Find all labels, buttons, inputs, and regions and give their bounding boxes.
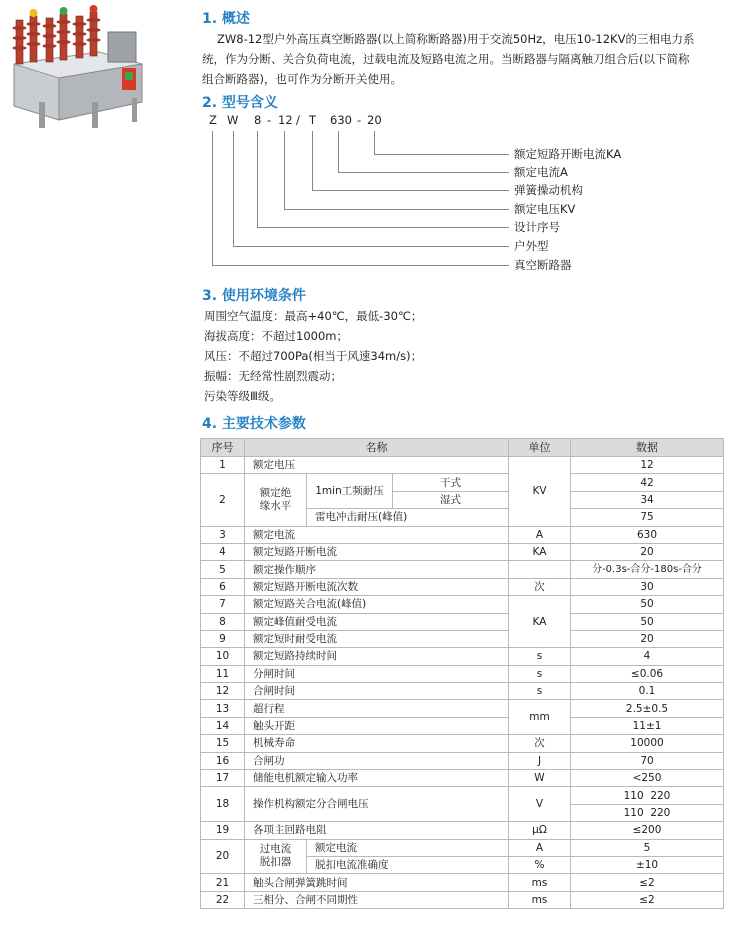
cell-value: 42 (571, 474, 724, 491)
cell-no: 10 (201, 648, 245, 665)
env-vibration: 振幅：无经常性剧烈震动； (204, 369, 342, 383)
cell-no: 14 (201, 717, 245, 734)
cell-name: 额定短路开断电流次数 (245, 578, 509, 595)
cell-value: ≤0.06 (571, 665, 724, 682)
env-wind: 风压：不超过700Pa(相当于风速34m/s)； (204, 349, 423, 363)
cell-value: ≤2 (571, 874, 724, 891)
cell-name: 操作机构额定分合闸电压 (245, 787, 509, 822)
cell-name: 合闸时间 (245, 683, 509, 700)
cell-unit: J (509, 752, 571, 769)
code-630: 630 (330, 113, 352, 127)
table-row (201, 630, 724, 647)
cell-value: 30 (571, 578, 724, 595)
cell-no: 13 (201, 700, 245, 717)
table-row (201, 665, 724, 682)
cell-no: 17 (201, 770, 245, 787)
table-header-row (201, 439, 724, 457)
cell-name: 分闸时间 (245, 665, 509, 682)
cell-name: 额定操作顺序 (245, 561, 509, 578)
cell-no: 3 (201, 526, 245, 543)
cell-name: 额定电流 (245, 526, 509, 543)
cell-subname: 干式 (393, 474, 509, 491)
meaning-outdoor: 户外型 (514, 239, 549, 253)
table-row (201, 474, 724, 491)
cell-no: 4 (201, 543, 245, 560)
table-row (201, 561, 724, 578)
table-row (201, 735, 724, 752)
cell-name: 触头合闸弹簧跳时间 (245, 874, 509, 891)
cell-no: 8 (201, 613, 245, 630)
cell-value: 分-0.3s-合分-180s-合分 (571, 561, 724, 578)
cell-value: 630 (571, 526, 724, 543)
header-data: 数据 (571, 439, 724, 457)
section-4-title: 4. 主要技术参数 (202, 416, 306, 432)
table-row (201, 770, 724, 787)
cell-name: 机械寿命 (245, 735, 509, 752)
cell-value: ≤200 (571, 822, 724, 839)
meaning-rated-current: 额定电流A (514, 165, 568, 179)
code-8: 8 (254, 113, 262, 127)
cell-value: <250 (571, 770, 724, 787)
cell-name: 额定短时耐受电流 (245, 630, 509, 647)
cell-no: 21 (201, 874, 245, 891)
table-row (201, 543, 724, 560)
cell-no: 18 (201, 787, 245, 822)
code-12: 12 (278, 113, 293, 127)
code-slash: / (296, 113, 300, 127)
cell-no: 1 (201, 457, 245, 474)
code-dash-1: - (267, 113, 272, 127)
cell-value: 70 (571, 752, 724, 769)
cell-unit: KA (509, 596, 571, 648)
overview-line-3: 组合断路器)，也可作为分断开关使用。 (202, 72, 402, 86)
cell-value: 50 (571, 596, 724, 613)
cell-subname: 1min工频耐压 (307, 474, 393, 509)
cell-unit: s (509, 683, 571, 700)
header-unit: 单位 (509, 439, 571, 457)
code-dash-2: - (357, 113, 362, 127)
cell-name: 各项主回路电阻 (245, 822, 509, 839)
cell-subname: 额定电流 (307, 839, 509, 856)
cell-name: 储能电机额定输入功率 (245, 770, 509, 787)
overview-line-2: 统，作为分断、关合负荷电流，过载电流及短路电流之用。当断路器与隔离触刀组合后(以下简称 (202, 52, 690, 66)
cell-name: 额定绝缘水平 (245, 474, 307, 526)
cell-unit: % (509, 856, 571, 873)
table-row (201, 578, 724, 595)
section-3-title: 3. 使用环境条件 (202, 288, 306, 304)
cell-unit: KV (509, 457, 571, 527)
header-no: 序号 (201, 439, 245, 457)
cell-unit: W (509, 770, 571, 787)
cell-name: 三相分、合闸不同期性 (245, 891, 509, 908)
cell-unit (509, 561, 571, 578)
cell-no: 2 (201, 474, 245, 526)
cell-value: 12 (571, 457, 724, 474)
cell-name: 额定电压 (245, 457, 509, 474)
table-row (201, 874, 724, 891)
table-row (201, 700, 724, 717)
env-altitude: 海拔高度：不超过1000m； (204, 329, 348, 343)
meaning-spring-mechanism: 弹簧操动机构 (514, 183, 583, 197)
cell-value: 110 220 (571, 787, 724, 804)
cell-name: 超行程 (245, 700, 509, 717)
cell-subname: 雷电冲击耐压(峰值) (307, 509, 509, 526)
table-row (201, 596, 724, 613)
table-row (201, 613, 724, 630)
meaning-rated-voltage: 额定电压KV (514, 202, 576, 216)
cell-unit: mm (509, 700, 571, 735)
cell-subname: 脱扣电流准确度 (307, 856, 509, 873)
cell-value: 20 (571, 543, 724, 560)
cell-value: 0.1 (571, 683, 724, 700)
cell-unit: A (509, 526, 571, 543)
cell-unit: KA (509, 543, 571, 560)
cell-unit: s (509, 648, 571, 665)
tech-params-table (200, 438, 724, 909)
cell-name: 过电流脱扣器 (245, 839, 307, 874)
cell-unit: 次 (509, 578, 571, 595)
cell-value: ±10 (571, 856, 724, 873)
cell-no: 12 (201, 683, 245, 700)
cell-unit: A (509, 839, 571, 856)
cell-name: 合闸功 (245, 752, 509, 769)
cell-value: 20 (571, 630, 724, 647)
code-z: Z (209, 113, 217, 127)
table-row (201, 822, 724, 839)
cell-value: 2.5±0.5 (571, 700, 724, 717)
cell-unit: ms (509, 874, 571, 891)
table-row (201, 683, 724, 700)
env-temperature: 周围空气温度：最高+40℃，最低-30℃； (204, 309, 423, 323)
overview-line-1: ZW8-12型户外高压真空断路器(以上简称断路器)用于交流50Hz，电压10-12KV的三相电力系 (217, 32, 695, 46)
cell-no: 16 (201, 752, 245, 769)
meaning-rated-breaking-current: 额定短路开断电流KA (514, 147, 622, 161)
cell-no: 15 (201, 735, 245, 752)
cell-name: 额定短路持续时间 (245, 648, 509, 665)
header-name: 名称 (245, 439, 509, 457)
table-row (201, 717, 724, 734)
cell-no: 9 (201, 630, 245, 647)
circuit-breaker-product-image (4, 2, 154, 130)
cell-subname: 湿式 (393, 491, 509, 508)
meaning-vacuum-breaker: 真空断路器 (514, 258, 572, 272)
section-1-title: 1. 概述 (202, 11, 250, 27)
cell-no: 20 (201, 839, 245, 874)
table-row (201, 526, 724, 543)
code-t: T (309, 113, 317, 127)
code-20: 20 (367, 113, 382, 127)
table-row (201, 891, 724, 908)
cell-unit: 次 (509, 735, 571, 752)
cell-name: 额定峰值耐受电流 (245, 613, 509, 630)
table-row (201, 787, 724, 804)
cell-value: 10000 (571, 735, 724, 752)
cell-unit: V (509, 787, 571, 822)
code-w: W (227, 113, 239, 127)
cell-name: 额定短路关合电流(峰值) (245, 596, 509, 613)
bracket-vacuum (212, 131, 509, 266)
env-pollution: 污染等级Ⅲ级。 (204, 389, 281, 403)
cell-value: 75 (571, 509, 724, 526)
cell-unit: s (509, 665, 571, 682)
table-row (201, 648, 724, 665)
section-2-title: 2. 型号含义 (202, 95, 278, 111)
table-row (201, 457, 724, 474)
cell-value: 4 (571, 648, 724, 665)
cell-no: 5 (201, 561, 245, 578)
cell-value: 11±1 (571, 717, 724, 734)
meaning-design-number: 设计序号 (514, 220, 560, 234)
cell-value: 34 (571, 491, 724, 508)
cell-no: 11 (201, 665, 245, 682)
cell-value: ≤2 (571, 891, 724, 908)
cell-value: 50 (571, 613, 724, 630)
table-row (201, 839, 724, 856)
cell-name: 触头开距 (245, 717, 509, 734)
cell-no: 22 (201, 891, 245, 908)
cell-no: 7 (201, 596, 245, 613)
cell-value: 5 (571, 839, 724, 856)
cell-value: 110 220 (571, 804, 724, 821)
table-row (201, 752, 724, 769)
cell-no: 19 (201, 822, 245, 839)
cell-no: 6 (201, 578, 245, 595)
cell-name: 额定短路开断电流 (245, 543, 509, 560)
cell-unit: μΩ (509, 822, 571, 839)
cell-unit: ms (509, 891, 571, 908)
